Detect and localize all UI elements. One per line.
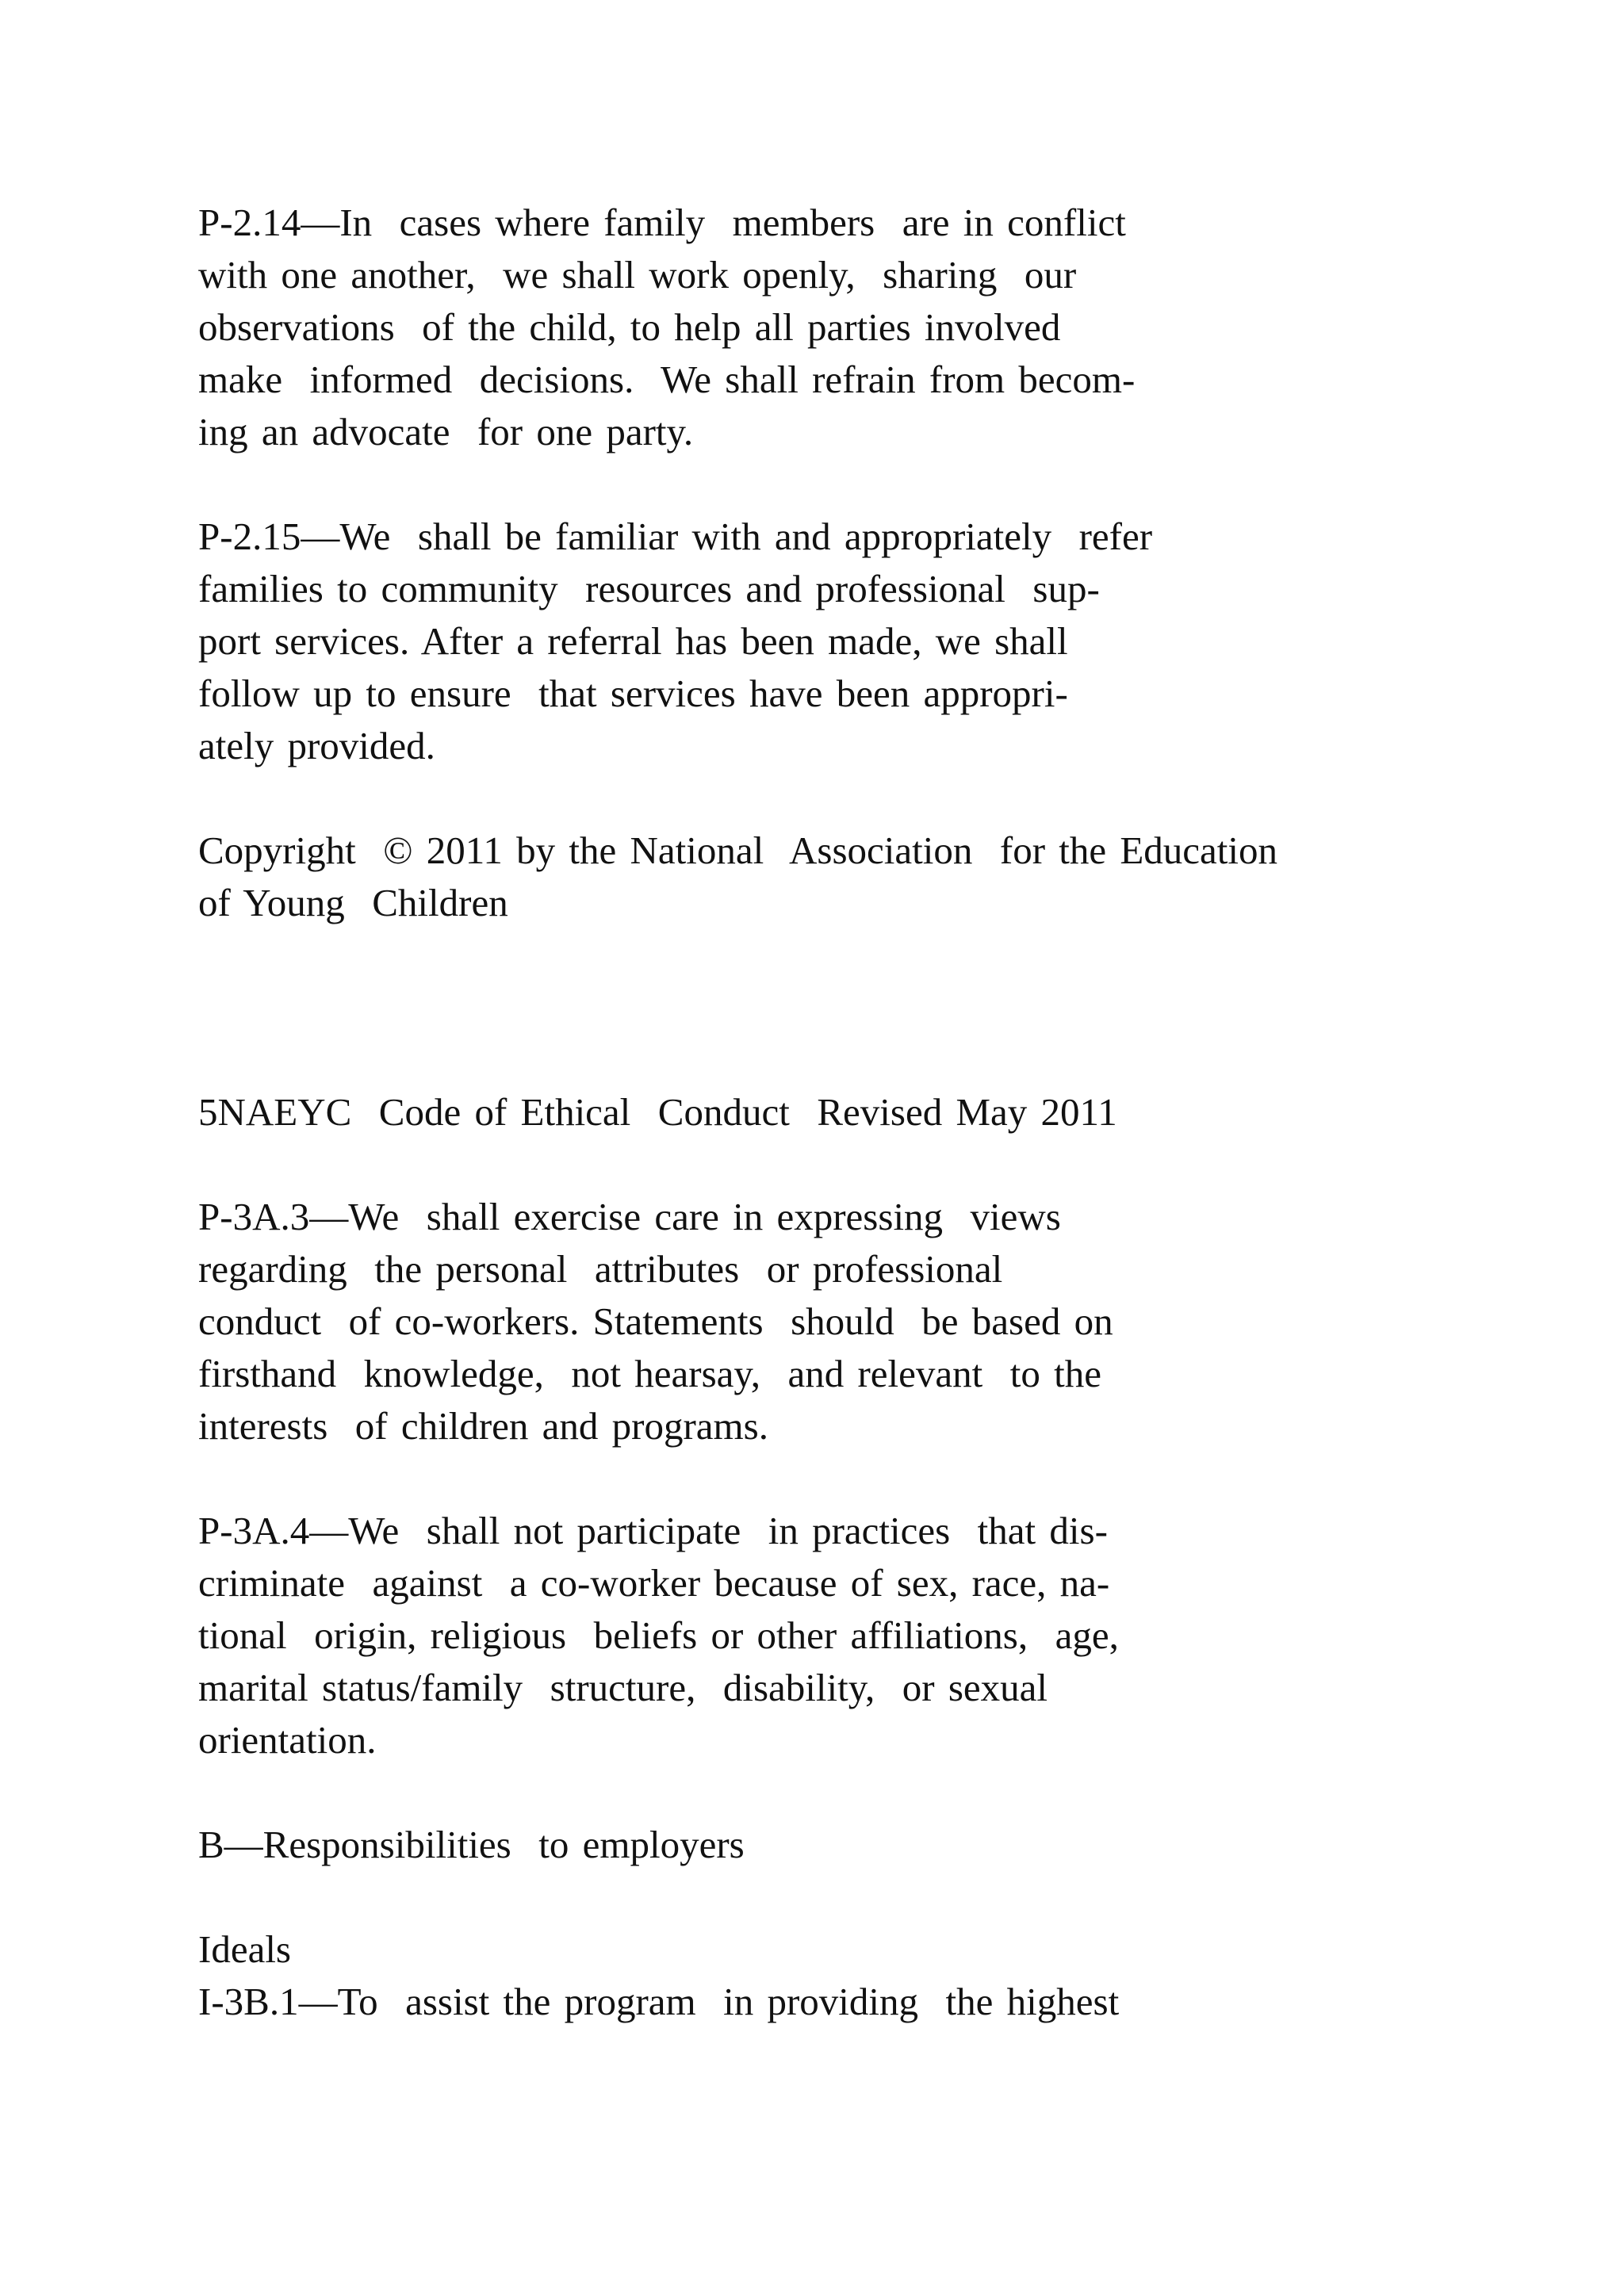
text-line: conduct of co-workers. Statements should be based on: [198, 1299, 1113, 1343]
text-line: P-2.15—We shall be familiar with and appropriately refer: [198, 515, 1153, 558]
text-line: families to community resources and professional sup-: [198, 567, 1100, 610]
text-line: 5NAEYC Code of Ethical Conduct Revised May 2011: [198, 1090, 1117, 1134]
text-line: orientation.: [198, 1718, 377, 1762]
text-line: Copyright © 2011 by the National Association for the Education: [198, 828, 1278, 872]
text-line: Ideals: [198, 1927, 291, 1971]
text-line: firsthand knowledge, not hearsay, and relevant to the: [198, 1352, 1102, 1395]
text-line: B—Responsibilities to employers: [198, 1823, 745, 1866]
text-line: ing an advocate for one party.: [198, 410, 694, 453]
text-line: interests of children and programs.: [198, 1404, 768, 1448]
text-line: P-3A.4—We shall not participate in practices that dis-: [198, 1509, 1108, 1552]
text-line: observations of the child, to help all parties involved: [198, 305, 1061, 349]
text-line: marital status/family structure, disability, or sexual: [198, 1666, 1048, 1709]
text-line: tional origin, religious beliefs or other affiliations, age,: [198, 1613, 1119, 1657]
text-line: P-3A.3—We shall exercise care in expressing views: [198, 1195, 1061, 1238]
text-line: with one another, we shall work openly, sharing our: [198, 253, 1077, 297]
text-line: of Young Children: [198, 881, 508, 924]
text-line: regarding the personal attributes or professional: [198, 1247, 1003, 1291]
text-line: port services. After a referral has been made, we shall: [198, 619, 1068, 663]
text-line: make informed decisions. We shall refrain from becom-: [198, 358, 1136, 401]
text-line: follow up to ensure that services have been appropri-: [198, 672, 1068, 715]
text-line: I-3B.1—To assist the program in providing the highest: [198, 1980, 1120, 2023]
text-line: ately provided.: [198, 724, 435, 767]
text-line: criminate against a co-worker because of sex, race, na-: [198, 1561, 1110, 1605]
text-line: P-2.14—In cases where family members are in conflict: [198, 201, 1126, 244]
